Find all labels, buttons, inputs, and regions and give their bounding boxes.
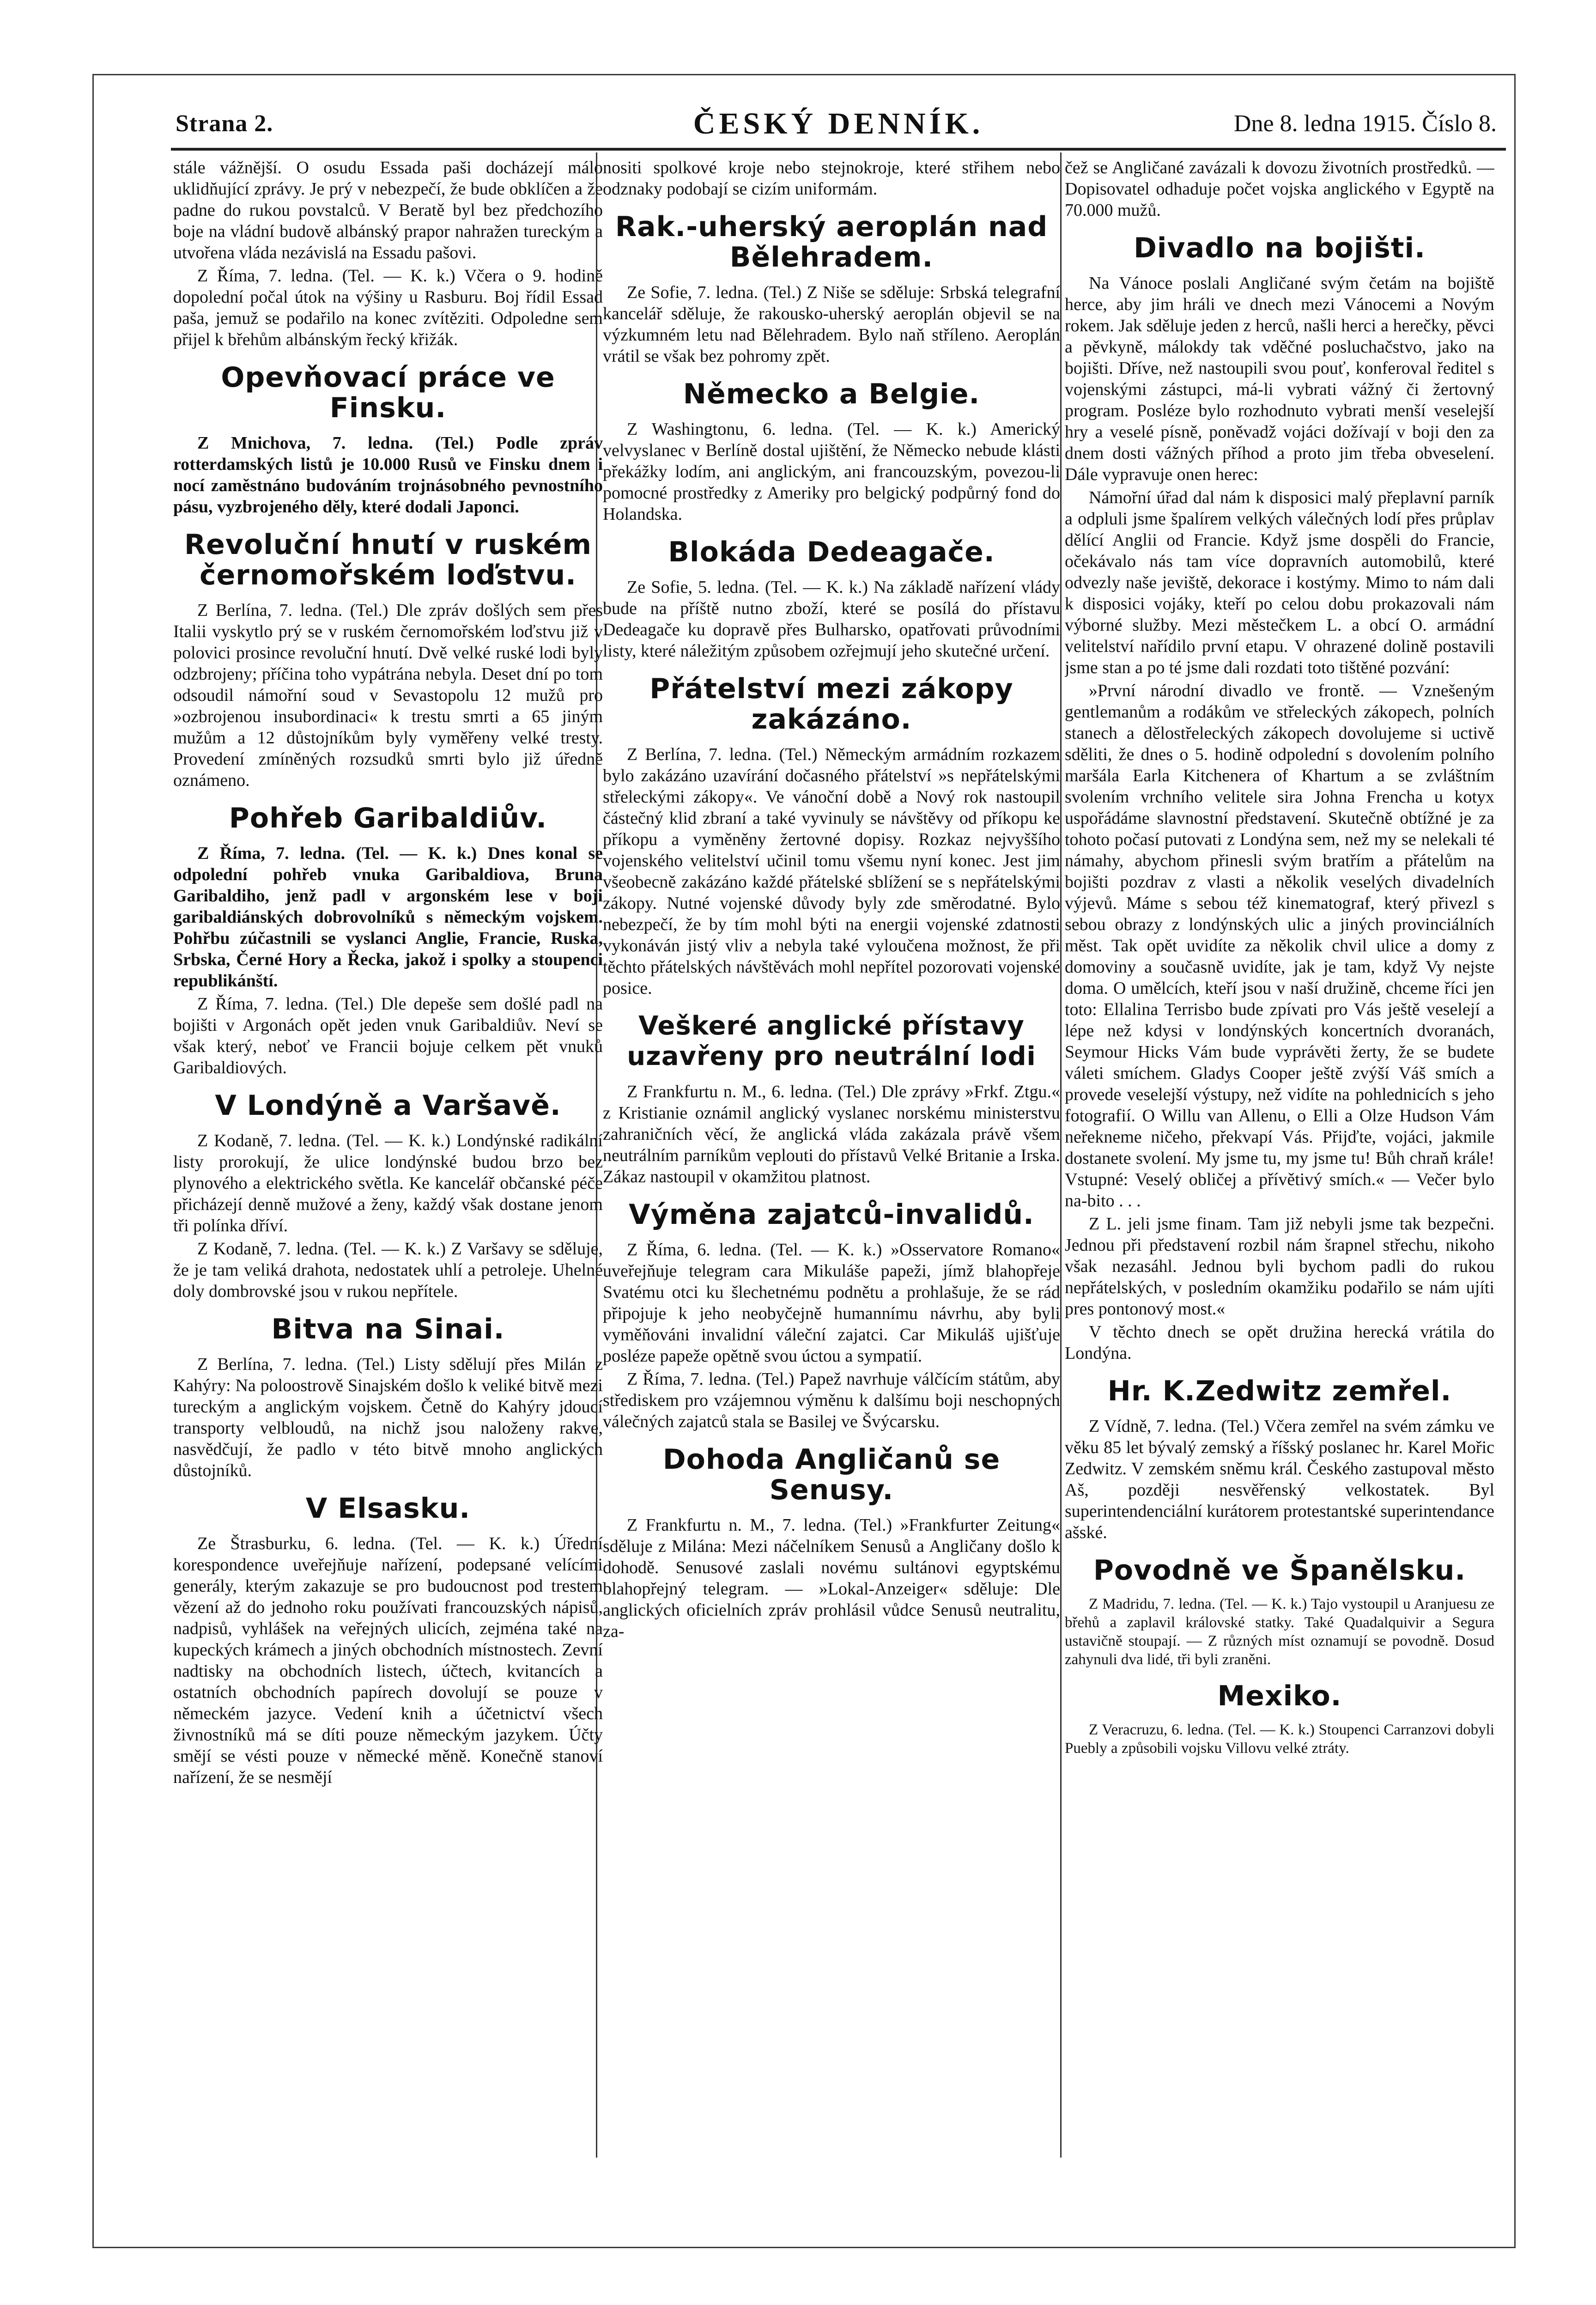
article-paragraph: stále vážnější. O osudu Essada paši docházejí málo uklidňující zprávy. Je prý v nebezpečí, že bude obklíčen a že padne do rukou povstalců. V Beratě byl bez předchozího boje na vládní budově albánský prapor nahražen tureckým a utvořena vláda nezávislá na Essadu pašovi. xyxy=(173,158,603,262)
article-paragraph: Z Washingtonu, 6. ledna. (Tel. — K. k.) Americký velvyslanec v Berlíně dostal ujištění, že Německo nebude klásti překážky lodím, ani anglickým, ani francouzským, povezou-li pomocné prostředky z Ameriky pro belgický podpůrný fond do Holandska. xyxy=(603,420,1060,524)
article-headline: Divadlo na bojišti. xyxy=(1134,232,1426,264)
article-headline: Dohoda Angličanů se Senusy. xyxy=(662,1443,1001,1506)
article-paragraph: Z Říma, 6. ledna. (Tel. — K. k.) »Osservatore Romano« uveřejňuje telegram cara Mikuláše papeži, jímž blahopřeje Svatému otci ku šlechetnému podnětu a prohlašuje, že se rád připojuje k jeho neobyčejně humannímu návrhu, aby byli vyměňováni invalidní váleční zajatci. Car Mikuláš ujišťuje posléze papeže opětně svou úctou a sympatií. xyxy=(603,1240,1060,1366)
article-headline: Bitva na Sinai. xyxy=(271,1313,505,1345)
article-headline: Hr. K.Zedwitz zemřel. xyxy=(1107,1375,1452,1407)
article-headline: Výměna zajatců-invalidů. xyxy=(629,1198,1034,1231)
article-paragraph: čež se Angličané zavázali k dovozu životních prostředků. — Dopisovatel odhaduje počet vojska anglického v Egyptě na 70.000 mužů. xyxy=(1065,158,1494,220)
article-headline: Německo a Belgie. xyxy=(683,378,980,410)
date-issue: Dne 8. ledna 1915. Číslo 8. xyxy=(1233,110,1497,137)
article-paragraph: Z Frankfurtu n. M., 7. ledna. (Tel.) »Frankfurter Zeitung« sděluje z Milána: Mezi náčelníkem Senusů a Angličany došlo k dohodě. Senusové zaslali novému sultánovi egyptskému blahopřejný telegram. — »Lokal-Anzeiger« sděluje: Dle anglických oficielních zpráv prohlásil vůdce Senusů neutralitu, za- xyxy=(603,1515,1060,1641)
article-paragraph: Z Vídně, 7. ledna. (Tel.) Včera zemřel na svém zámku ve věku 85 let bývalý zemský a říšský poslanec hr. Karel Mořic Zedwitz. V zemském sněmu král. Českého zastupoval město Aš, později nesvěřenský velkostatek. Byl superintendenciální kurátorem protestantské superintendance ašské. xyxy=(1065,1417,1494,1542)
article-paragraph: Z Kodaně, 7. ledna. (Tel. — K. k.) Londýnské radikální listy prorokují, že ulice londýnské budou brzo bez plynového a elektrického světla. Ke kancelář občanské péče přicházejí denně mužové a ženy, každý však dostane jenom tři polínka dříví. xyxy=(173,1131,603,1235)
article-headline: Pohřeb Garibaldiův. xyxy=(229,802,547,834)
article-paragraph: Z Říma, 7. ledna. (Tel.) Papež navrhuje válčícím státům, aby střediskem pro vzájemnou výměnu k dalšímu boji neschopných válečných zajatců stala se Basilej ve Švýcarsku. xyxy=(603,1369,1060,1431)
article-paragraph: Ze Štrasburku, 6. ledna. (Tel. — K. k.) Úřední korespondence uveřejňuje nařízení, podepsané velícími generály, kterým zakazuje se pro budoucnost pod trestem vězení až do jednoho roku používati francouzských nápisů, nadpisů, vyhlášek na veřejných ulicích, zejména také na kupeckých krámech a jiných obchodních místnostech. Zevní nadtisky na obchodních listech, účtech, kvitancích a ostatních obchodních papírech dovolují se pouze v německém jazyce. Vedení knih a účetnictví všech živnostníků má se díti pouze německým jazykem. Účty smějí se vésti pouze v německé měně. Konečně stanoví nařízení, že se nesmějí xyxy=(173,1534,603,1787)
article-paragraph: Z Madridu, 7. ledna. (Tel. — K. k.) Tajo vystoupil u Aranjuesu ze břehů a zaplavil královské statky. Také Quadalquivir a Segura ustavičně stoupají. — Z různých míst oznamují se povodně. Dosud zahynuli dva lidé, tři byli zraněni. xyxy=(1065,1596,1494,1668)
article-paragraph: Ze Sofie, 7. ledna. (Tel.) Z Niše se sděluje: Srbská telegrafní kancelář sděluje, že rakousko-uherský aeroplán objevil se na výzkumném letu nad Bělehradem. Bylo naň stříleno. Aeroplán vrátil se však bez pohromy zpět. xyxy=(603,283,1060,366)
article-headline: Povodně ve Španělsku. xyxy=(1093,1554,1466,1587)
article-paragraph: Z Kodaně, 7. ledna. (Tel. — K. k.) Z Varšavy se sděluje, že je tam veliká drahota, nedostatek uhlí a petroleje. Uhelné doly dombrovské jsou v rukou nepřítele. xyxy=(173,1239,603,1301)
article-paragraph: Z Berlína, 7. ledna. (Tel.) Listy sdělují přes Milán z Kahýry: Na poloostrově Sinajském došlo k veliké bitvě mezi tureckým a anglickým vojskem. Četně do Kahýry jdoucí transporty velbloudů, na nichž jsou naloženy rakve, nasvědčují, že padlo v této bitvě mnoho anglických důstojníků. xyxy=(173,1355,603,1480)
masthead xyxy=(171,106,1506,148)
article-paragraph: Z Mnichova, 7. ledna. (Tel.) Podle zpráv rotterdamských listů je 10.000 Rusů ve Finsku dnem i nocí zaměstnáno budováním trojnásobného pevnostního pásu, vyzbrojeného děly, které dodali Japonci. xyxy=(173,433,603,517)
article-paragraph: Z Říma, 7. ledna. (Tel. — K. k.) Včera o 9. hodině dopolední počal útok na výšiny u Rasburu. Boj řídil Essad paša, jemuž se podařilo na konec zvítěziti. Odpoledne sem přijel k břehům albánským řecký křižák. xyxy=(173,266,603,349)
article-paragraph: Z Říma, 7. ledna. (Tel.) Dle depeše sem došlé padl na bojišti v Argonách opět jeden vnuk Garibaldiův. Neví se však který, neboť ve Francii bojuje celkem pět vnuků Garibaldiových. xyxy=(173,994,603,1077)
page-label: Strana 2. xyxy=(176,110,273,137)
column-1 xyxy=(173,157,603,2144)
paper-title: ČESKÝ DENNÍK. xyxy=(693,107,984,140)
article-paragraph: Z Berlína, 7. ledna. (Tel.) Dle zpráv došlých sem přes Italii vyskytlo prý se v ruském černomořském loďstvu již v polovici prosince revoluční hnutí. Dvě velké ruské lodi byly odzbrojeny; příčina toho vypátrána nebyla. Deset dní po tom odsoudil námořní soud v Sevastopolu 12 mužů pro »ozbrojenou insubordinaci« k trestu smrti a 65 jiným mužům a 12 důstojníkům byly vyměřeny velké tresty. Provedení zmíněných rozsudků smrti bylo již úředně oznámeno. xyxy=(173,601,603,790)
article-paragraph: Z Říma, 7. ledna. (Tel. — K. k.) Dnes konal se odpolední pohřeb vnuka Garibaldiova, Bruna Garibaldiho, jenž padl v argonském lese v boji garibaldiánských dobrovolníků s německým vojskem. Pohřbu zúčastnili se vyslanci Anglie, Francie, Ruska, Srbska, Černé Hory a Řecka, jakož i spolky a stoupenci republikánští. xyxy=(173,844,603,991)
article-paragraph: Ze Sofie, 5. ledna. (Tel. — K. k.) Na základě nařízení vlády bude na příště nutno zboží, které se posílá do přístavu Dedeagače ku dopravě přes Bulharsko, opatřovati průvodními listy, které náležitým způsobem ozřejmují jeho skutečné určení. xyxy=(603,578,1060,661)
article-headline: Blokáda Dedeagače. xyxy=(668,536,995,568)
article-paragraph: Z Veracruzu, 6. ledna. (Tel. — K. k.) Stoupenci Carranzovi dobyli Puebly a způsobili vojsku Villovu velké ztráty. xyxy=(1065,1721,1494,1757)
article-paragraph: Z L. jeli jsme finam. Tam již nebyli jsme tak bezpečni. Jednou při představení rozbil nám šrapnel střechu, nikoho však nezasáhl. Jednou byli bychom padli do rukou nepřátelských, v posledním okamžiku podařilo se nám ujíti pres pontonový most.« xyxy=(1065,1214,1494,1319)
masthead-rule xyxy=(171,148,1506,151)
article-paragraph: Námořní úřad dal nám k disposici malý přeplavní parník a odpluli jsme špalírem velkých válečných lodí přes průplav dělící Anglii od Francie. Když jsme dospěli do Francie, očekávalo nás tam více dopravních automobilů, které odvezly naše jeviště, dekorace i kostýmy. Mimo to nám dali k disposici vojáky, kteří po celou dobu prokazovali nám výborné služby. Mezi městečkem L. a obcí O. armádní velitelství nařídilo první etapu. V ohrazené dolině postavili jsme stan a po té jsme dali rozdati toto tištěné pozvání: xyxy=(1065,488,1494,677)
column-3 xyxy=(1065,157,1494,2144)
article-headline: Přátelství mezi zákopy zakázáno. xyxy=(649,673,1013,736)
article-paragraph: Z Berlína, 7. ledna. (Tel.) Německým armádním rozkazem bylo zakázáno uzavírání dočasného přátelství »s nepřátelskými střeleckými zákopy«. Ve vánoční době a Nový rok nastoupil částečný klid zbraní a také vyvinuly se návštěvy od příkopu ke příkopu a vyměněny žertovné dopisy. Rozkaz nejvyššího vojenského velitelství učinil tomu všemu nyní konec. Jest jim všeobecně zakázáno každé přátelské sblížení se s nepřátelskými zákopy. Nutné vojenské důvody byly zde směrodatné. Bylo nebezpečí, že by tím mohl býti na energii vojenské zdatnosti vykonáván jistý vliv a nebyla také vyloučena možnost, že při těchto přátelských návštěvách mohl nepřítel pozorovati vojenské posice. xyxy=(603,745,1060,998)
article-headline: V Elsasku. xyxy=(305,1492,471,1525)
column-2 xyxy=(603,157,1060,2144)
article-headline: V Londýně a Varšavě. xyxy=(215,1089,561,1122)
column-divider xyxy=(1060,152,1062,2158)
article-headline: Veškeré anglické přístavy uzavřeny pro neutrální lodi xyxy=(627,1011,1036,1071)
article-headline: Mexiko. xyxy=(1217,1680,1342,1712)
article-headline: Rak.-uherský aeroplán nad Bělehradem. xyxy=(615,211,1048,274)
article-paragraph: »První národní divadlo ve frontě. — Vznešeným gentlemanům a rodákům ve střeleckých zákopech, polních stanech a dělostřeleckých zákopech dovolujeme si uctivě sděliti, že dnes o 5. hodině odpolední s dovolením polního maršála Earla Kitchenera of Khartum a se zvláštním svolením vrchního velitele sira Johna Frencha u kotyx uspořádáme slavnostní představení. Skutečně obtížné je za tohoto počasí putovati z Londýna sem, než my se nelekali té námahy, abychom přinesli svým bratřím a přátelům na bojišti pozdrav z vlasti a několik veselých divadelních výjevů. Máme s sebou též kinematograf, který přivezl s sebou obrazy z londýnských ulic a jiných provinciálních měst. Tak opět uvidíte za několik chvil ulice a domy z domoviny a současně uvidíte, jak je tam, když Vy nejste doma. O umělcích, kteří jsou v naší družině, chceme říci jen toto: Ellalina Terrisbo bude zpívati pro Vás ještě veselejí a lépe než kdysi v londýnských koncertních dvoranách, Seymour Hicks Vám bude vyprávěti žerty, že se budete váleti smíchem. Gladys Cooper ještě zvýší Váš smích a provede veselejší výstupy, než vidíte na pohlednicích s jeho fotografií. O Willu van Allenu, o Elli a Olze Hudson Vám neřekneme ničeho, překvapí Vás. Přijďte, vojáci, jakmile dostanete svolení. My jsme tu, my jsme tu! Bůh chraň krále! Vstupné: Veselý obličej a přívětivý smích.« — Večer bylo na-bito . . . xyxy=(1065,681,1494,1210)
article-paragraph: Z Frankfurtu n. M., 6. ledna. (Tel.) Dle zprávy »Frkf. Ztgu.« z Kristianie oznámil anglický vyslanec norskému ministerstvu zahraničních věcí, že anglická vláda zakázala právě všem neutrálním parníkům veplouti do přístavů Velké Britanie a Irska. Zákaz nastoupil v okamžitou platnost. xyxy=(603,1082,1060,1186)
article-paragraph: nositi spolkové kroje nebo stejnokroje, které střihem nebo odznaky podobají se cizím uniformám. xyxy=(603,158,1060,199)
article-headline: Revoluční hnutí v ruském černomořském loďstvu. xyxy=(184,529,592,591)
article-paragraph: V těchto dnech se opět družina herecká vrátila do Londýna. xyxy=(1065,1322,1494,1363)
article-paragraph: Na Vánoce poslali Angličané svým četám na bojiště herce, aby jim hráli ve dnech mezi Vánocemi a Novým rokem. Jak sděluje jeden z herců, našli herci a herečky, pěvci a pěvkyně, málokdy tak vděčné posluchačstvo, jako na bojišti. Dříve, než nastoupili svou pouť, konferoval ředitel s vojenskými zástupci, má-li vybrati vážný či žertovný program. Posléze bylo rozhodnuto vybrati menší veselejší hry a veselé písně, poněvadž vojáci dožívají v boji den za dnem dosti vážných příhod a proto jim třeba obveselení. Dále vypravuje onen herec: xyxy=(1065,274,1494,484)
article-headline: Opevňovací práce ve Finsku. xyxy=(221,361,555,424)
